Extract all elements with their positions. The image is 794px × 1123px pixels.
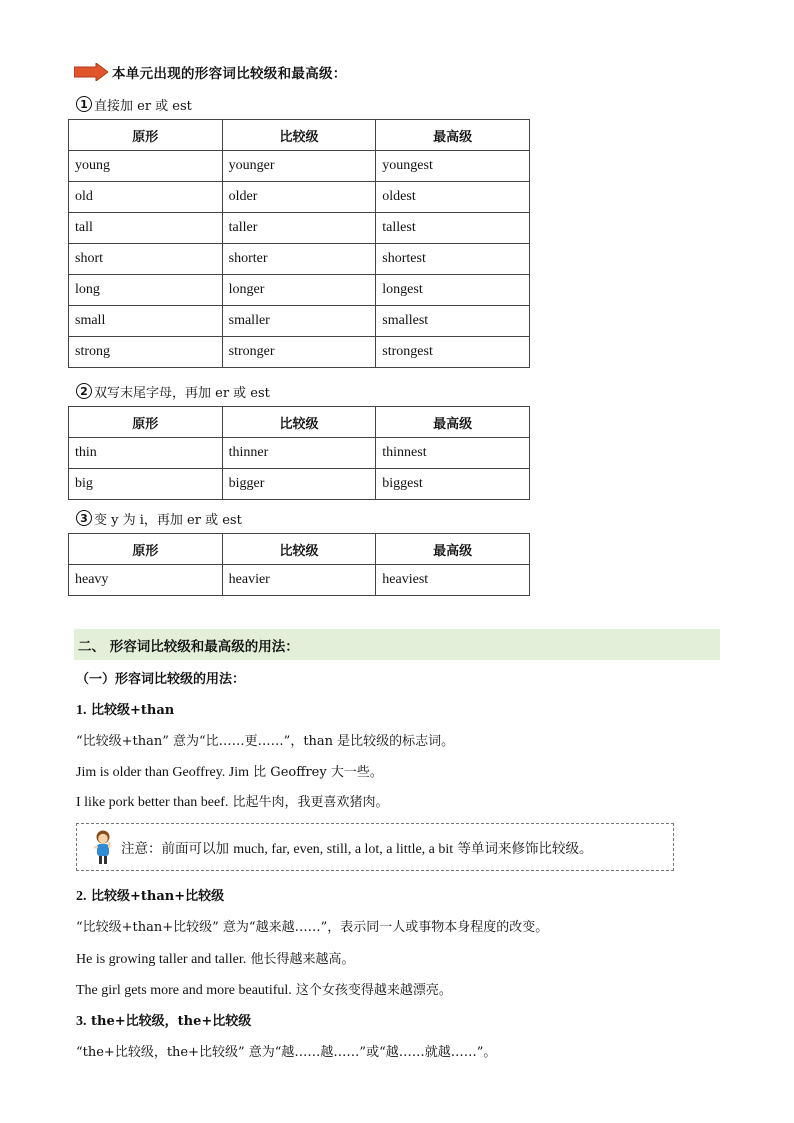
- cell-superlative: tallest: [376, 213, 530, 244]
- rule-3-label: [76, 508, 242, 528]
- rule-2-label: [76, 381, 270, 401]
- example-chinese: 比起牛肉，我更喜欢猪肉。: [232, 795, 389, 810]
- cell-base: tall: [69, 213, 223, 244]
- header-superlative: 最高级: [376, 120, 530, 151]
- cell-base: strong: [69, 337, 223, 368]
- point-1-example-1: [76, 761, 383, 781]
- teacher-figure-icon: [91, 829, 115, 865]
- point-2-heading: [76, 885, 224, 905]
- table-rule-2: [68, 406, 530, 500]
- circled-number: 2: [76, 383, 92, 399]
- point-1-heading: [76, 699, 174, 719]
- point-2-example-2: [76, 979, 452, 999]
- cell-base: big: [69, 469, 223, 500]
- example-english: Jim is older than Geoffrey. Jim: [76, 765, 250, 780]
- table-row: [69, 151, 530, 182]
- table-header-row: [69, 534, 530, 565]
- point-2-example-1: [76, 948, 354, 968]
- header-superlative: 最高级: [376, 407, 530, 438]
- header-comparative: 比较级: [222, 534, 376, 565]
- cell-superlative: strongest: [376, 337, 530, 368]
- example-english: The girl gets more and more beautiful.: [76, 983, 292, 998]
- table-row: [69, 306, 530, 337]
- cell-superlative: heaviest: [376, 565, 530, 596]
- point-1-example-2: [76, 791, 389, 811]
- example-english: He is growing taller and taller.: [76, 952, 247, 967]
- header-base: 原形: [69, 120, 223, 151]
- cell-comparative: older: [222, 182, 376, 213]
- cell-base: short: [69, 244, 223, 275]
- header-comparative: 比较级: [222, 407, 376, 438]
- point-1-explanation: “比较级+than” 意为“比……更……”，than 是比较级的标志词。: [76, 734, 455, 749]
- note-words: much, far, even, still, a lot, a little, a bit: [233, 841, 454, 857]
- cell-superlative: longest: [376, 275, 530, 306]
- cell-base: old: [69, 182, 223, 213]
- table-row: [69, 469, 530, 500]
- example-chinese: 这个女孩变得越来越漂亮。: [295, 983, 452, 998]
- subsection-1-title: （一）形容词比较级的用法：: [76, 672, 246, 687]
- table-row: [69, 182, 530, 213]
- arrow-right-icon: [74, 63, 108, 81]
- cell-comparative: bigger: [222, 469, 376, 500]
- cell-comparative: younger: [222, 151, 376, 182]
- section-2-banner: [74, 629, 720, 660]
- note-tail: 等单词来修饰比较级。: [457, 840, 593, 857]
- table-header-row: [69, 120, 530, 151]
- note-label: 注意：前面可以加: [121, 840, 229, 857]
- cell-comparative: shorter: [222, 244, 376, 275]
- table-header-row: [69, 407, 530, 438]
- table-row: [69, 337, 530, 368]
- cell-base: long: [69, 275, 223, 306]
- table-row: [69, 275, 530, 306]
- cell-comparative: smaller: [222, 306, 376, 337]
- heading-number: 2.: [76, 889, 87, 904]
- cell-base: heavy: [69, 565, 223, 596]
- table-row: [69, 438, 530, 469]
- cell-comparative: stronger: [222, 337, 376, 368]
- cell-comparative: thinner: [222, 438, 376, 469]
- table-rule-3: [68, 533, 530, 596]
- heading-text: the+比较级，the+比较级: [91, 1014, 252, 1029]
- header-superlative: 最高级: [376, 534, 530, 565]
- point-2-explanation: “比较级+than+比较级” 意为“越来越……”，表示同一人或事物本身程度的改变。: [76, 920, 549, 935]
- cell-superlative: thinnest: [376, 438, 530, 469]
- cell-superlative: biggest: [376, 469, 530, 500]
- note-text: [121, 837, 592, 858]
- cell-comparative: taller: [222, 213, 376, 244]
- point-3-explanation: “the+比较级，the+比较级” 意为“越……越……”或“越……就越……”。: [76, 1045, 497, 1060]
- example-chinese: 比 Geoffrey 大一些。: [253, 765, 383, 780]
- heading-text: 比较级+than+比较级: [91, 889, 225, 904]
- header-comparative: 比较级: [222, 120, 376, 151]
- section-2-title: 二、 形容词比较级和最高级的用法：: [78, 638, 299, 655]
- intro-title: 本单元出现的形容词比较级和最高级：: [112, 66, 347, 82]
- cell-superlative: shortest: [376, 244, 530, 275]
- table-row: [69, 565, 530, 596]
- note-box: [76, 823, 674, 871]
- cell-superlative: smallest: [376, 306, 530, 337]
- heading-text: 比较级+than: [91, 703, 175, 718]
- header-base: 原形: [69, 407, 223, 438]
- point-3-heading: [76, 1010, 251, 1030]
- heading-number: 3.: [76, 1014, 87, 1029]
- example-chinese: 他长得越来越高。: [250, 952, 355, 967]
- rule-text: 双写末尾字母，再加 er 或 est: [94, 385, 270, 401]
- table-row: [69, 213, 530, 244]
- cell-base: thin: [69, 438, 223, 469]
- circled-number: 3: [76, 510, 92, 526]
- circled-number: 1: [76, 96, 92, 112]
- intro-heading: [74, 62, 347, 82]
- rule-1-label: [76, 94, 192, 114]
- cell-comparative: heavier: [222, 565, 376, 596]
- cell-comparative: longer: [222, 275, 376, 306]
- cell-base: small: [69, 306, 223, 337]
- heading-number: 1.: [76, 703, 87, 718]
- cell-superlative: oldest: [376, 182, 530, 213]
- table-row: [69, 244, 530, 275]
- rule-text: 直接加 er 或 est: [94, 98, 192, 114]
- cell-superlative: youngest: [376, 151, 530, 182]
- cell-base: young: [69, 151, 223, 182]
- example-english: I like pork better than beef.: [76, 795, 229, 810]
- rule-text: 变 y 为 i，再加 er 或 est: [94, 512, 242, 528]
- table-rule-1: [68, 119, 530, 368]
- header-base: 原形: [69, 534, 223, 565]
